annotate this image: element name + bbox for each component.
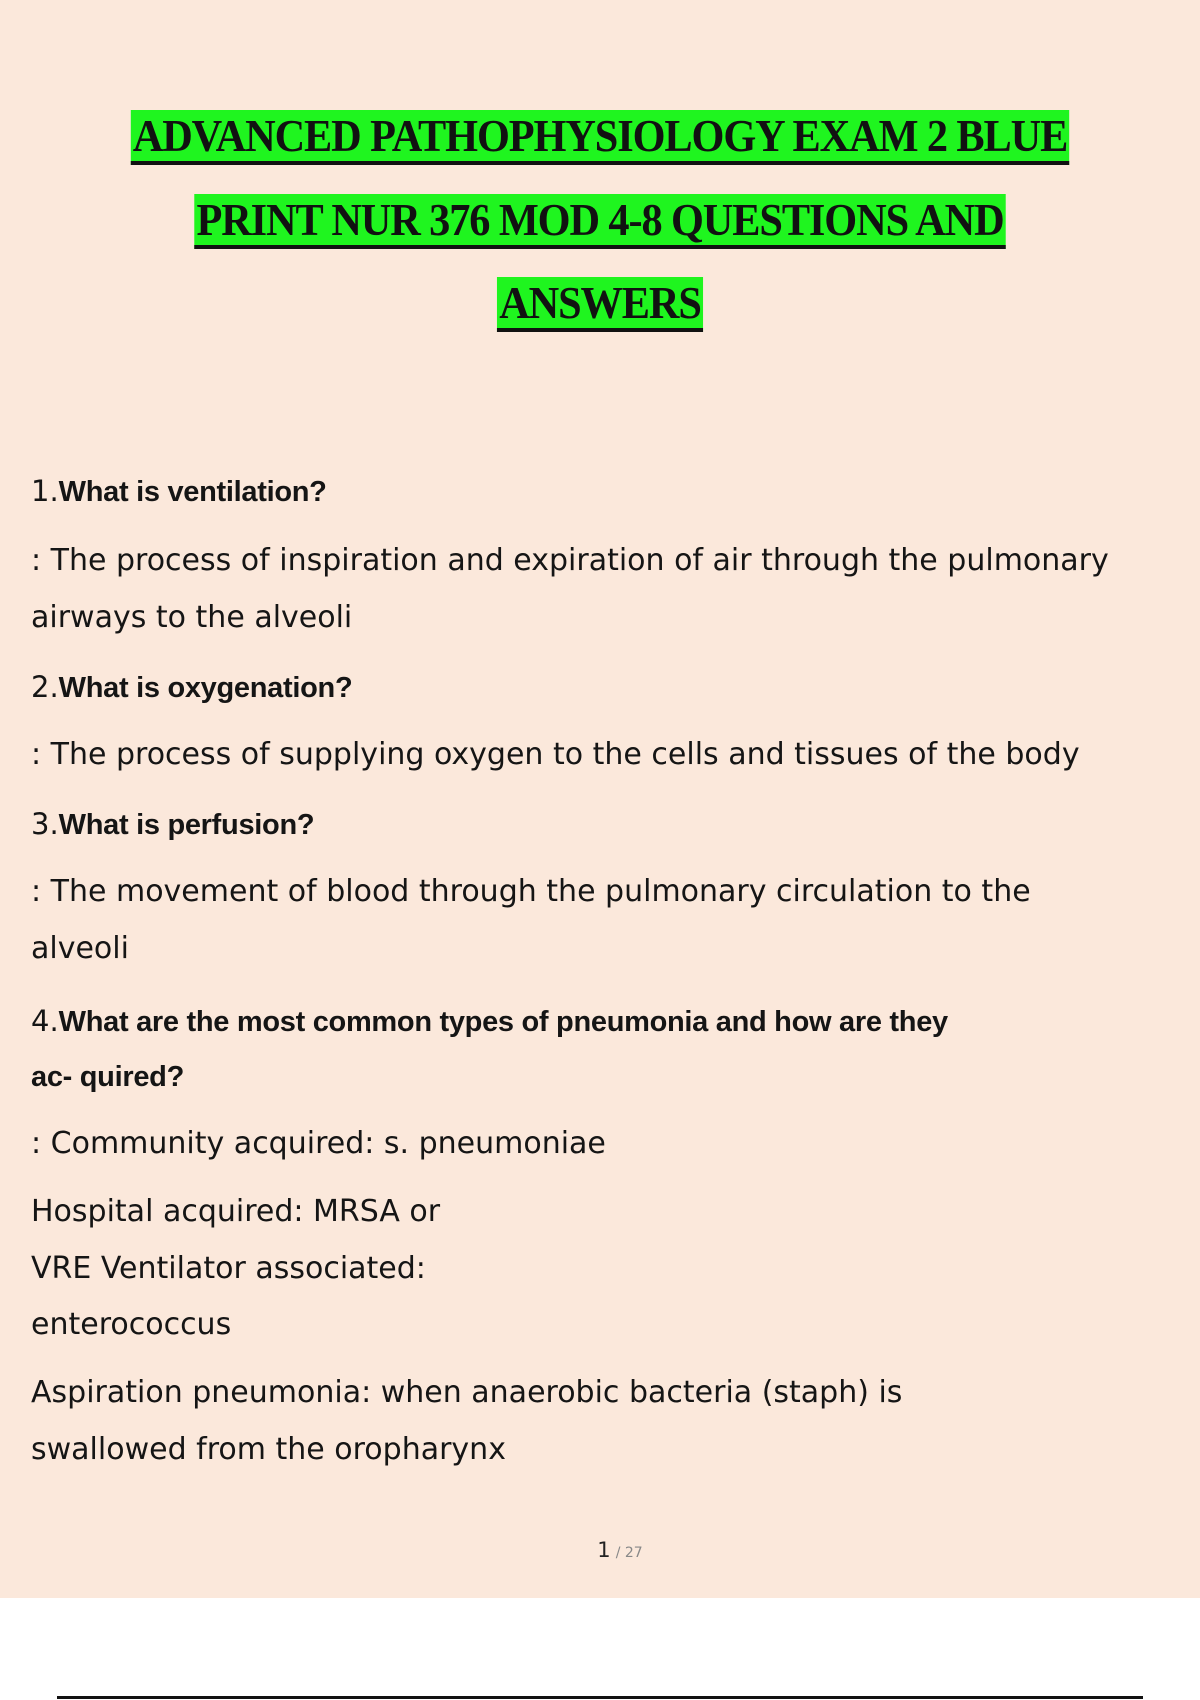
- question-3: 3.What is perfusion?: [31, 807, 315, 841]
- title-line-3: ANSWERS: [48, 275, 1152, 331]
- page-divider: [57, 1696, 1143, 1699]
- question-2: 2.What is oxygenation?: [31, 670, 353, 704]
- answer-2-line-1: : The process of supplying oxygen to the cells and tissues of the body: [31, 737, 1080, 772]
- page-indicator: 1 / 27: [597, 1538, 643, 1562]
- answer-1-line-2: airways to the alveoli: [31, 600, 353, 635]
- question-4-line-2: ac- quired?: [31, 1061, 184, 1093]
- answer-4-line-5: Aspiration pneumonia: when anaerobic bacteria (staph) is: [31, 1375, 903, 1410]
- answer-4-line-1: : Community acquired: s. pneumoniae: [31, 1126, 606, 1161]
- question-4-line-1: 4.What are the most common types of pneumonia and how are they: [31, 1004, 948, 1038]
- title-line-2: PRINT NUR 376 MOD 4-8 QUESTIONS AND: [48, 192, 1152, 248]
- answer-1-line-1: : The process of inspiration and expiration of air through the pulmonary: [31, 543, 1109, 578]
- answer-4-line-4: enterococcus: [31, 1307, 232, 1342]
- answer-3-line-1: : The movement of blood through the pulmonary circulation to the: [31, 874, 1031, 909]
- answer-4-line-2: Hospital acquired: MRSA or: [31, 1194, 441, 1229]
- answer-3-line-2: alveoli: [31, 931, 129, 966]
- question-1: 1.What is ventilation?: [31, 474, 327, 508]
- title-line-1: ADVANCED PATHOPHYSIOLOGY EXAM 2 BLUE: [48, 108, 1152, 164]
- answer-4-line-6: swallowed from the oropharynx: [31, 1432, 506, 1467]
- answer-4-line-3: VRE Ventilator associated:: [31, 1251, 426, 1286]
